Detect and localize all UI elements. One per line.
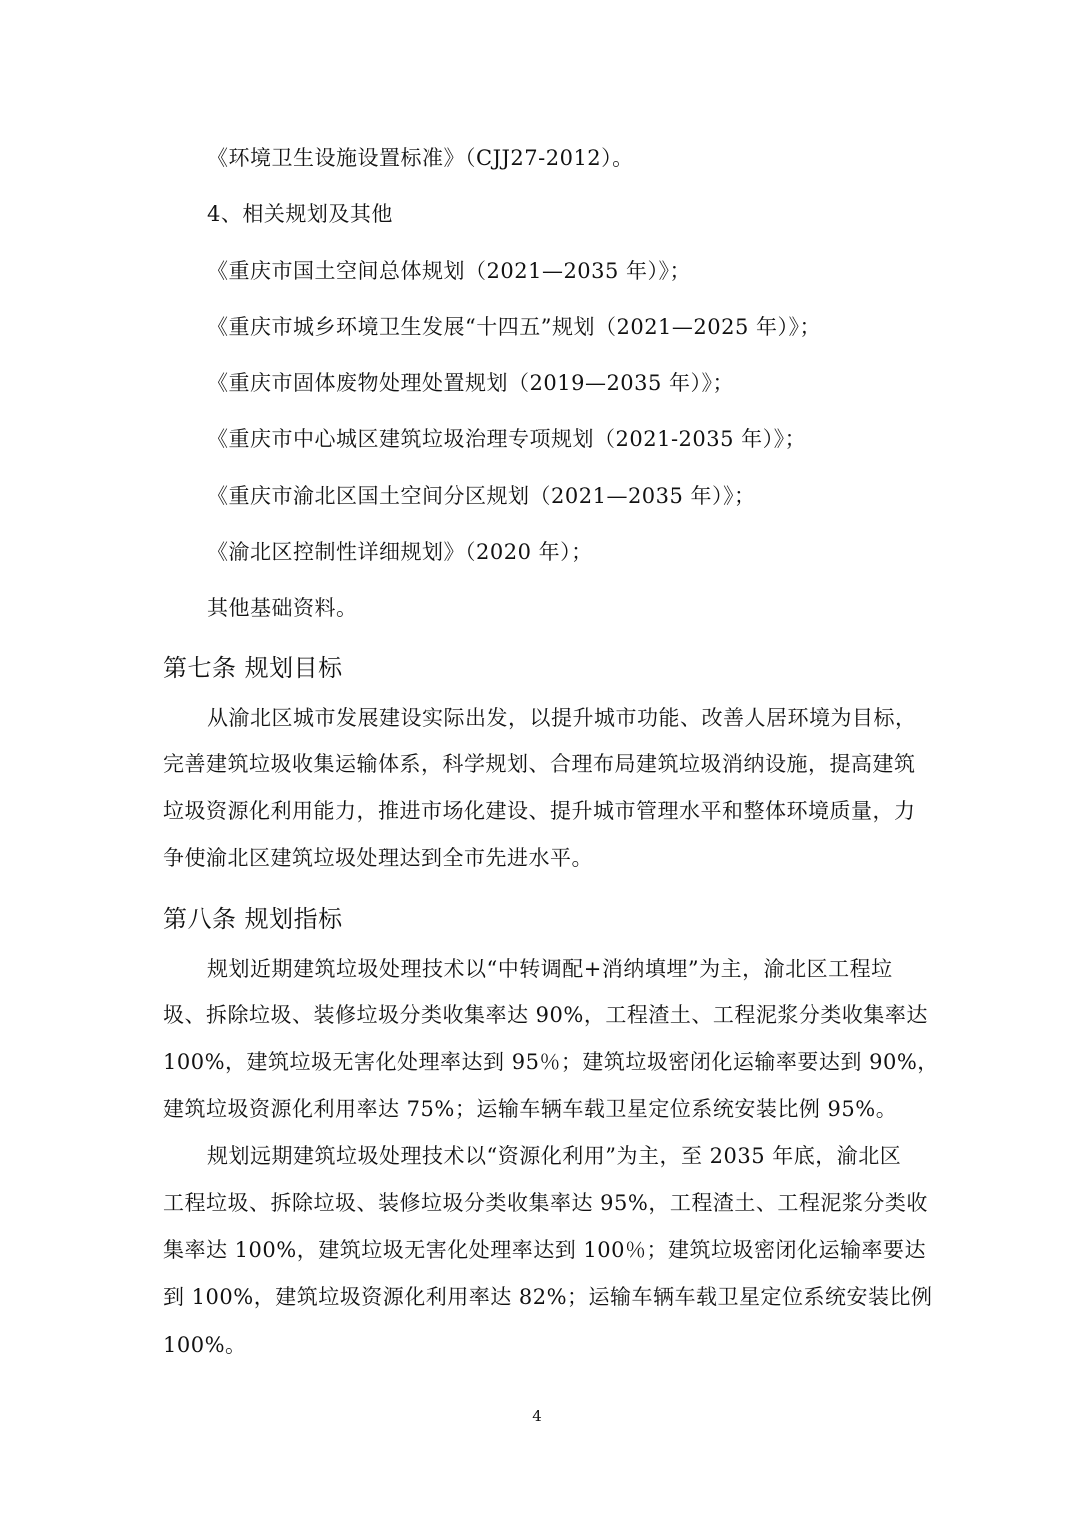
reference-item: 其他基础资料。 [207,596,358,620]
standard-reference-line: 《环境卫生设施设置标准》（CJJ27-2012）。 [207,146,634,170]
article-8-line: 集率达 100%，建筑垃圾无害化处理率达到 100％；建筑垃圾密闭化运输率要达 [163,1238,926,1262]
article-8-line: 规划远期建筑垃圾处理技术以“资源化利用”为主，至 2035 年底，渝北区 [207,1144,902,1168]
reference-item: 《渝北区控制性详细规划》（2020 年）； [207,540,593,564]
article-7-line: 争使渝北区建筑垃圾处理达到全市先进水平。 [163,846,593,870]
page-number: 4 [532,1407,542,1425]
article-8-line: 到 100%，建筑垃圾资源化利用率达 82%；运输车辆车载卫星定位系统安装比例 [163,1285,933,1309]
section-4-title: 4、相关规划及其他 [207,202,393,226]
article-7-heading: 第七条 规划目标 [163,654,343,682]
article-7-line: 垃圾资源化利用能力，推进市场化建设、提升城市管理水平和整体环境质量，力 [163,799,916,823]
article-8-line: 规划近期建筑垃圾处理技术以“中转调配+消纳填埋”为主，渝北区工程垃 [207,957,893,981]
article-8-line: 100%，建筑垃圾无害化处理率达到 95％；建筑垃圾密闭化运输率要达到 90%， [163,1050,939,1074]
article-8-line: 工程垃圾、拆除垃圾、装修垃圾分类收集率达 95%，工程渣土、工程泥浆分类收 [163,1191,928,1215]
article-8-heading: 第八条 规划指标 [163,905,343,933]
article-7-line: 从渝北区城市发展建设实际出发，以提升城市功能、改善人居环境为目标， [207,706,917,730]
reference-item: 《重庆市国土空间总体规划（2021—2035 年）》； [207,259,692,283]
article-8-line: 圾、拆除垃圾、装修垃圾分类收集率达 90%，工程渣土、工程泥浆分类收集率达 [163,1003,928,1027]
article-8-line: 建筑垃圾资源化利用率达 75%；运输车辆车载卫星定位系统安装比例 95%。 [163,1097,898,1121]
article-7-line: 完善建筑垃圾收集运输体系，科学规划、合理布局建筑垃圾消纳设施，提高建筑 [163,752,916,776]
reference-item: 《重庆市城乡环境卫生发展“十四五”规划（2021—2025 年）》； [207,315,822,339]
reference-item: 《重庆市中心城区建筑垃圾治理专项规划（2021-2035 年）》； [207,427,807,451]
reference-item: 《重庆市固体废物处理处置规划（2019—2035 年）》； [207,371,735,395]
article-8-line: 100%。 [163,1333,247,1357]
reference-item: 《重庆市渝北区国土空间分区规划（2021—2035 年）》； [207,484,756,508]
